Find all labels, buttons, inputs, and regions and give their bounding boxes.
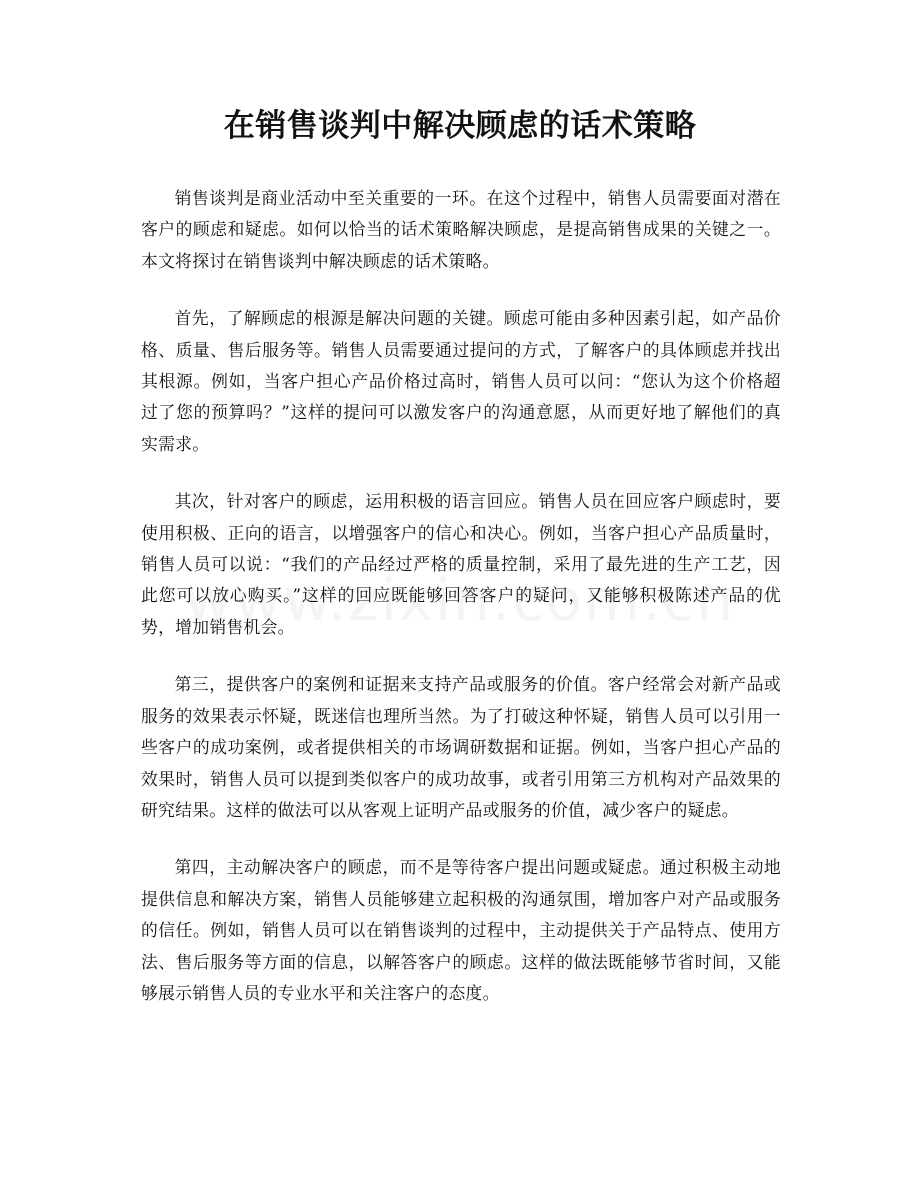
document-title: 在销售谈判中解决顾虑的话术策略	[223, 108, 697, 144]
paragraph-fourth: 第四，主动解决客户的顾虑，而不是等待客户提出问题或疑虑。通过积极主动地提供信息和解决方案，销售人员能够建立起积极的沟通氛围，增加客户对产品或服务的信任。例如，销售人员可以在销售谈判的过程中，主动提供关于产品特点、使用方法、售后服务等方面的信息，以解答客户的顾虑。这样的做法既能够节省时间，又能够展示销售人员的专业水平和关注客户的态度。	[141, 857, 781, 1003]
paragraph-first: 首先，了解顾虑的根源是解决问题的关键。顾虑可能由多种因素引起，如产品价格、质量、售后服务等。销售人员需要通过提问的方式，了解客户的具体顾虑并找出其根源。例如，当客户担心产品价格过高时，销售人员可以问：“您认为这个价格超过了您的预算吗？”这样的提问可以激发客户的沟通意愿，从而更好地了解他们的真实需求。	[141, 308, 781, 454]
paragraph-second: 其次，针对客户的顾虑，运用积极的语言回应。销售人员在回应客户顾虑时，要使用积极、正向的语言，以增强客户的信心和决心。例如，当客户担心产品质量时，销售人员可以说：“我们的产品经过严格的质量控制，采用了最先进的生产工艺，因此您可以放心购买。”这样的回应既能够回答客户的疑问，又能够积极陈述产品的优势，增加销售机会。	[141, 491, 781, 637]
document-body	[141, 183, 781, 1035]
paragraph-third: 第三，提供客户的案例和证据来支持产品或服务的价值。客户经常会对新产品或服务的效果表示怀疑，既迷信也理所当然。为了打破这种怀疑，销售人员可以引用一些客户的成功案例，或者提供相关的市场调研数据和证据。例如，当客户担心产品的效果时，销售人员可以提到类似客户的成功故事，或者引用第三方机构对产品效果的研究结果。这样的做法可以从客观上证明产品或服务的价值，减少客户的疑虑。	[141, 674, 781, 820]
paragraph-intro: 销售谈判是商业活动中至关重要的一环。在这个过程中，销售人员需要面对潜在客户的顾虑和疑虑。如何以恰当的话术策略解决顾虑，是提高销售成果的关键之一。本文将探讨在销售谈判中解决顾虑的话术策略。	[141, 188, 781, 271]
